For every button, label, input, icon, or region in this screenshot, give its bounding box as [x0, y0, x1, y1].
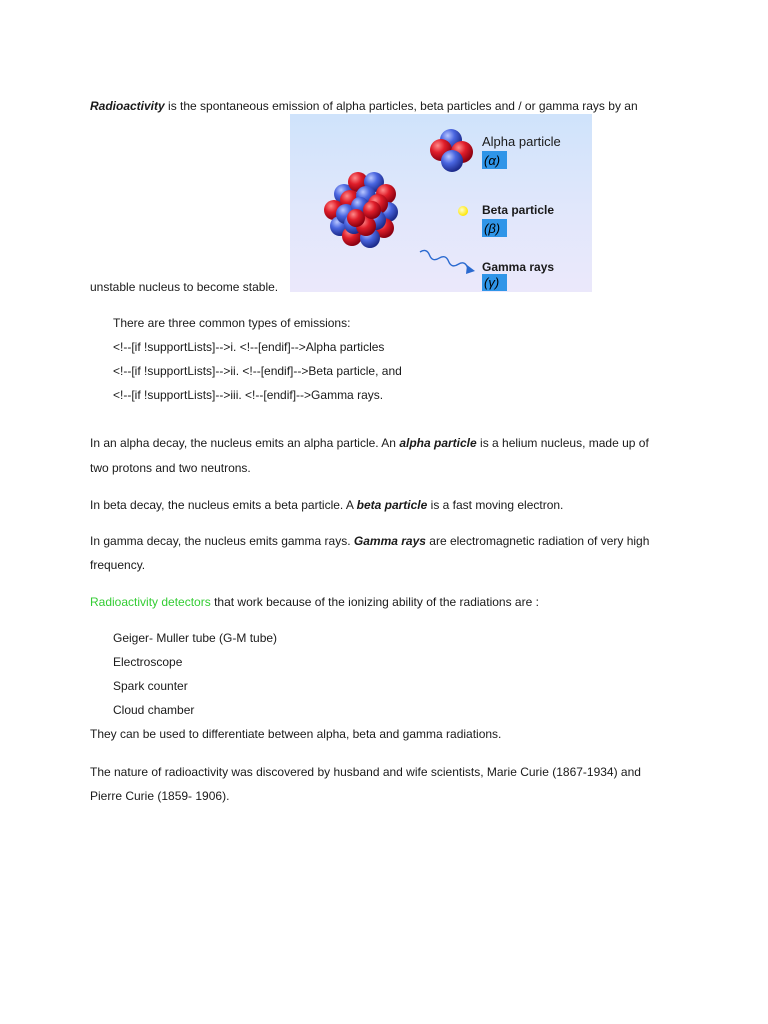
alpha-para-pre: In an alpha decay, the nucleus emits an alpha particle. An	[90, 436, 400, 450]
beta-symbol: (β)	[484, 221, 501, 236]
gamma-rays-term: Gamma rays	[353, 534, 426, 548]
beta-para-pre: In beta decay, the nucleus emits a beta particle. A	[90, 498, 357, 512]
detector-item-4: Cloud chamber	[113, 703, 195, 717]
gamma-para-line-2: frequency.	[90, 558, 146, 572]
alpha-para-line-1	[90, 435, 649, 451]
nucleus-icon	[324, 172, 398, 248]
history-line-2: Pierre Curie (1859- 1906).	[90, 789, 230, 803]
intro-line-1-text: is the spontaneous emission of alpha particles, beta particles and / or gamma rays by an	[164, 99, 638, 113]
radioactivity-detectors-term: Radioactivity detectors	[90, 595, 211, 609]
detector-item-2: Electroscope	[113, 655, 183, 669]
gamma-para-pre: In gamma decay, the nucleus emits gamma rays.	[90, 534, 354, 548]
beta-para-post: is a fast moving electron.	[427, 498, 564, 512]
radioactivity-term: Radioactivity	[90, 99, 165, 113]
alpha-particle-icon	[430, 129, 473, 172]
detector-item-3: Spark counter	[113, 679, 188, 693]
alpha-para-post: is a helium nucleus, made up of	[476, 436, 649, 450]
intro-line-2: unstable nucleus to become stable.	[90, 280, 279, 294]
history-line-1: The nature of radioactivity was discovered by husband and wife scientists, Marie Curie (1867-1934) and	[90, 765, 641, 779]
detectors-line	[90, 594, 539, 610]
alpha-symbol: (α)	[484, 153, 501, 168]
beta-particle-icon	[458, 206, 468, 216]
alpha-para-line-2: two protons and two neutrons.	[90, 461, 251, 475]
intro-line-1	[90, 98, 638, 114]
emission-item-2: <!--[if !supportLists]-->ii. <!--[endif]-->Beta particle, and	[113, 364, 402, 378]
emission-item-3: <!--[if !supportLists]-->iii. <!--[endif]-->Gamma rays.	[113, 388, 384, 402]
beta-particle-label: Beta particle	[482, 203, 555, 217]
gamma-rays-label: Gamma rays	[482, 260, 555, 274]
emission-item-1: <!--[if !supportLists]-->i. <!--[endif]-->Alpha particles	[113, 340, 385, 354]
gamma-para-line-1	[90, 533, 649, 549]
gamma-symbol: (γ)	[484, 275, 500, 290]
gamma-wave-icon	[419, 249, 475, 274]
alpha-particle-term: alpha particle	[399, 436, 477, 450]
beta-particle-term: beta particle	[356, 498, 428, 512]
radioactivity-figure	[290, 114, 592, 292]
detector-item-1: Geiger- Muller tube (G-M tube)	[113, 631, 278, 645]
emissions-heading: There are three common types of emissions:	[113, 316, 351, 330]
detectors-rest: that work because of the ionizing ability of the radiations are :	[210, 595, 539, 609]
alpha-particle-label: Alpha particle	[482, 134, 561, 149]
detectors-after: They can be used to differentiate between alpha, beta and gamma radiations.	[90, 727, 502, 741]
gamma-para-post: are electromagnetic radiation of very high	[425, 534, 650, 548]
radioactivity-diagram	[290, 114, 592, 292]
beta-para	[90, 497, 563, 513]
